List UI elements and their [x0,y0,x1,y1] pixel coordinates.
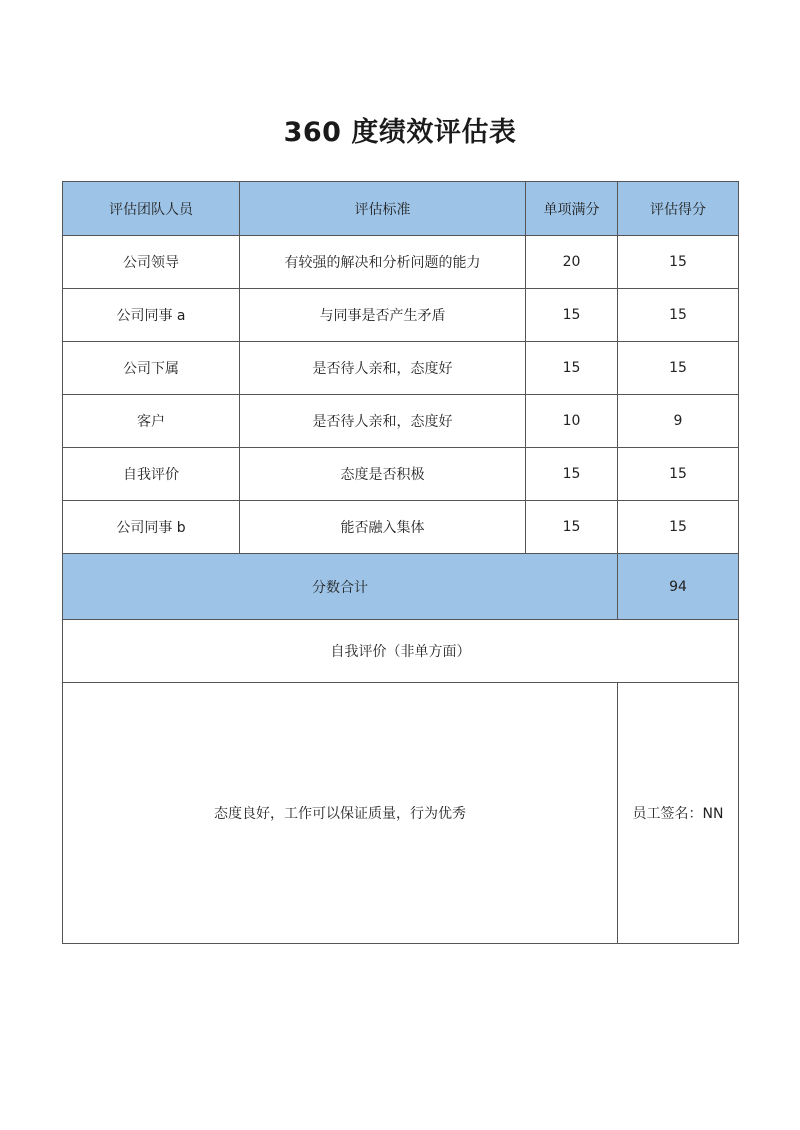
table-row [63,236,739,289]
evaluation-table [62,181,739,944]
cell-score: 15 [618,289,739,342]
self-eval-body-row [63,683,739,944]
cell-full-score: 20 [526,236,618,289]
cell-criterion: 有较强的解决和分析问题的能力 [240,236,526,289]
table-header-row [63,182,739,236]
cell-full-score: 10 [526,395,618,448]
total-label: 分数合计 [63,554,618,620]
header-criterion: 评估标准 [240,182,526,236]
cell-member: 公司同事 b [63,501,240,554]
cell-score: 15 [618,448,739,501]
cell-criterion: 与同事是否产生矛盾 [240,289,526,342]
self-eval-title-row [63,620,739,683]
cell-member: 公司领导 [63,236,240,289]
header-member: 评估团队人员 [63,182,240,236]
cell-score: 9 [618,395,739,448]
header-full-score: 单项满分 [526,182,618,236]
table-row [63,342,739,395]
self-eval-text: 态度良好，工作可以保证质量，行为优秀 [63,683,618,944]
employee-signature: 员工签名：NN [618,683,739,944]
cell-member: 自我评价 [63,448,240,501]
total-value: 94 [618,554,739,620]
table-row [63,289,739,342]
header-score: 评估得分 [618,182,739,236]
cell-member: 公司下属 [63,342,240,395]
cell-score: 15 [618,342,739,395]
table-row [63,501,739,554]
cell-full-score: 15 [526,501,618,554]
cell-member: 客户 [63,395,240,448]
table-row [63,395,739,448]
cell-criterion: 是否待人亲和，态度好 [240,395,526,448]
cell-full-score: 15 [526,289,618,342]
cell-criterion: 能否融入集体 [240,501,526,554]
cell-score: 15 [618,236,739,289]
total-row [63,554,739,620]
cell-full-score: 15 [526,448,618,501]
table-row [63,448,739,501]
cell-member: 公司同事 a [63,289,240,342]
cell-criterion: 态度是否积极 [240,448,526,501]
document-title: 360 度绩效评估表 [283,117,517,148]
self-eval-title: 自我评价（非单方面） [63,620,739,683]
cell-criterion: 是否待人亲和，态度好 [240,342,526,395]
cell-full-score: 15 [526,342,618,395]
cell-score: 15 [618,501,739,554]
